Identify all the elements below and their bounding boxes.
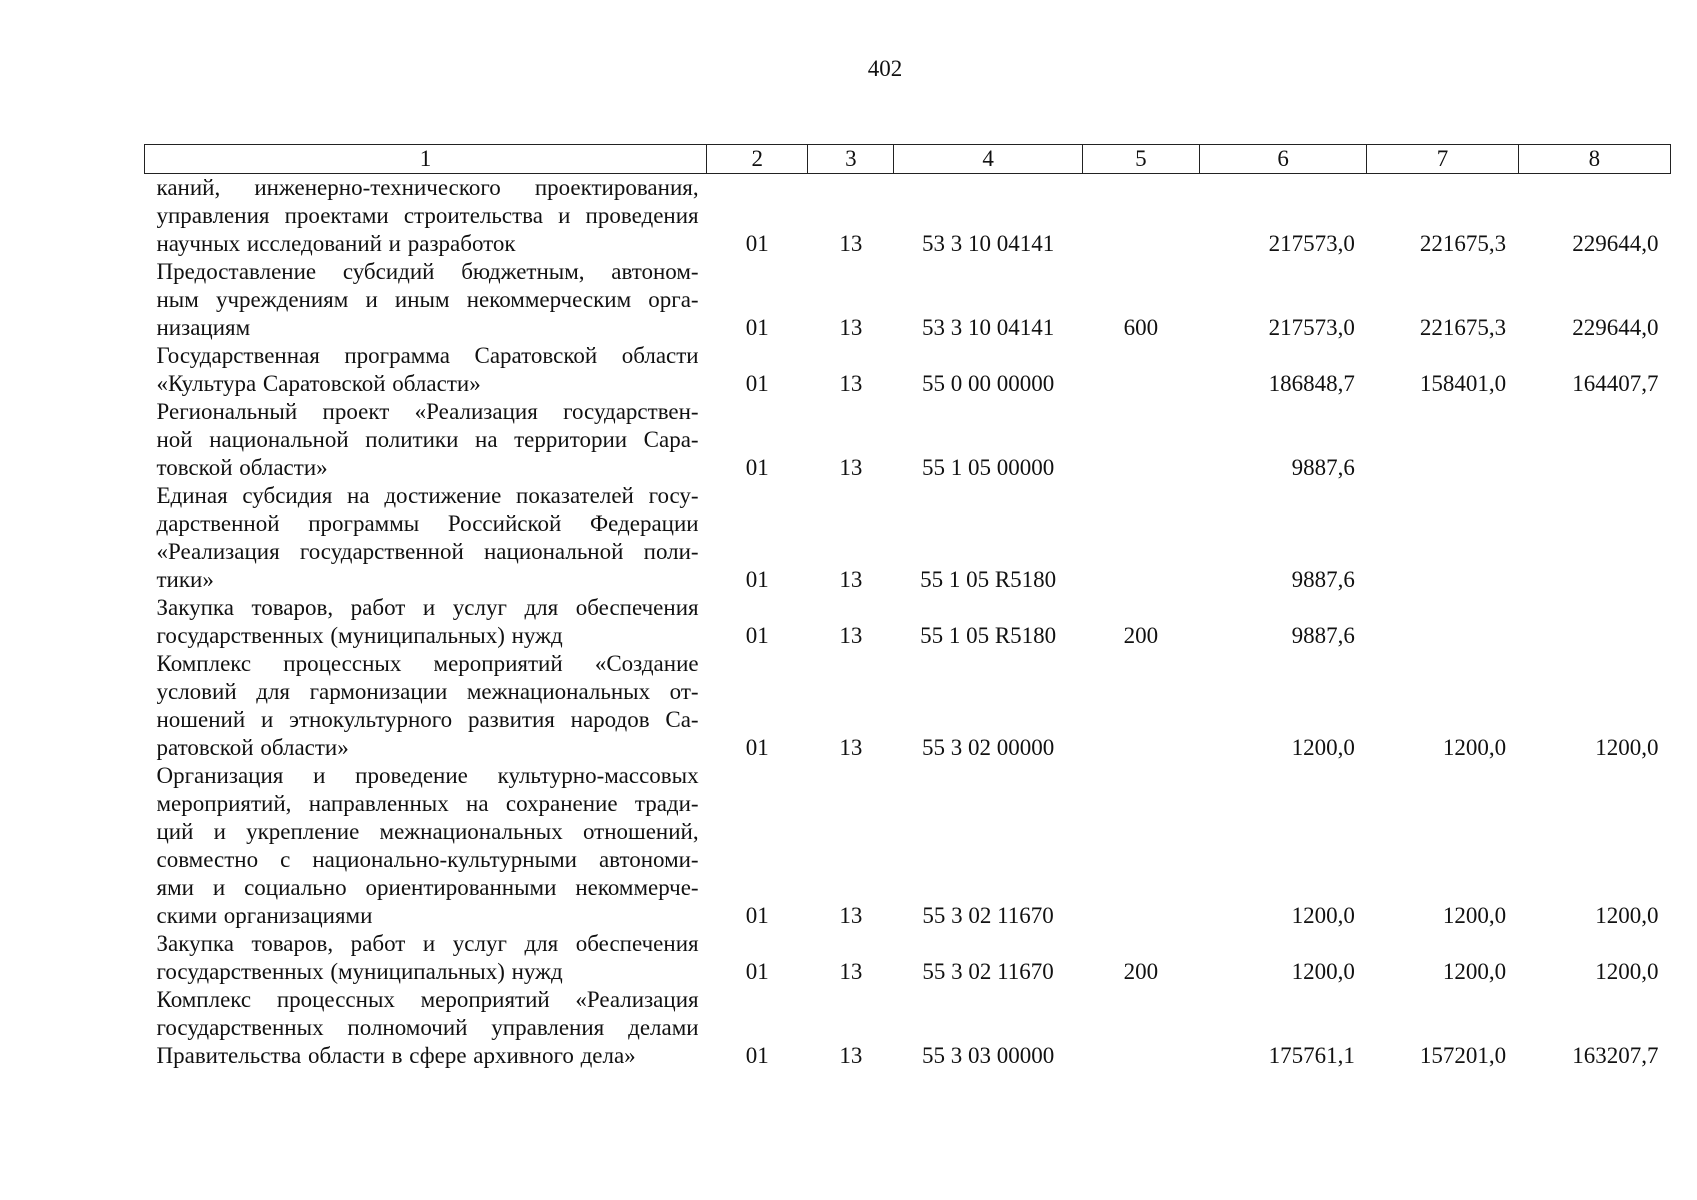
amount-year-1: 217573,0: [1268, 231, 1355, 256]
description-line: «Реализация государственной национальной поли-: [156, 539, 699, 564]
description-line: Комплекс процессных мероприятий «Реализация: [156, 987, 699, 1012]
expense-type-code: [1082, 986, 1199, 1070]
description-line: скими организациями: [156, 903, 373, 928]
amount-year-1: 1200,0: [1291, 959, 1355, 984]
subsection-code: 13: [839, 623, 863, 648]
target-article-code: 53 3 10 04141: [921, 231, 1055, 256]
table-header-row: [145, 145, 1671, 174]
amount-year-2: 221675,3: [1419, 315, 1507, 340]
section-code: 01: [745, 455, 769, 480]
section-code: 01: [745, 623, 769, 648]
description-line: тики»: [156, 567, 214, 592]
description-line: условий для гармонизации межнациональных от-: [156, 679, 699, 704]
description-line: Государственная программа Саратовской области: [156, 343, 699, 368]
table-row: [145, 594, 1671, 650]
table-row: [145, 482, 1671, 594]
target-article-code: 55 3 02 00000: [921, 735, 1055, 760]
amount-year-3: 1200,0: [1595, 959, 1659, 984]
budget-table: [144, 144, 1671, 1070]
amount-year-1: 217573,0: [1268, 315, 1355, 340]
subsection-code: 13: [839, 903, 863, 928]
amount-year-3: 1200,0: [1595, 735, 1659, 760]
header-col-1: 1: [145, 145, 707, 174]
subsection-code: 13: [839, 1043, 863, 1068]
amount-year-3: 164407,7: [1572, 371, 1659, 396]
description-line: Закупка товаров, работ и услуг для обеспечения: [156, 931, 699, 956]
table-row: [145, 398, 1671, 482]
amount-year-2: [1367, 398, 1518, 482]
page-number: 402: [867, 56, 903, 81]
description-line: каний, инженерно-технического проектирования,: [156, 175, 699, 200]
row-description: [145, 986, 707, 1070]
amount-year-2: 221675,3: [1419, 231, 1507, 256]
section-code: 01: [745, 371, 769, 396]
target-article-code: 55 0 00 00000: [921, 371, 1055, 396]
table-row: [145, 342, 1671, 398]
target-article-code: 53 3 10 04141: [921, 315, 1055, 340]
description-line: научных исследований и разработок: [156, 231, 516, 256]
header-col-8: 8: [1518, 145, 1670, 174]
expense-type-code: [1082, 342, 1199, 398]
table-row: [145, 986, 1671, 1070]
table-row: [145, 762, 1671, 930]
header-col-7: 7: [1367, 145, 1518, 174]
table-body: [145, 174, 1671, 1071]
description-line: ратовской области»: [156, 735, 349, 760]
subsection-code: 13: [839, 959, 863, 984]
table-row: [145, 650, 1671, 762]
description-line: государственных (муниципальных) нужд: [156, 623, 563, 648]
description-line: государственных полномочий управления делами: [156, 1015, 699, 1040]
description-line: ями и социально ориентированными некоммерче-: [156, 875, 699, 900]
section-code: 01: [745, 315, 769, 340]
amount-year-3: [1518, 398, 1670, 482]
expense-type-code: 200: [1123, 959, 1159, 984]
amount-year-3: 1200,0: [1595, 903, 1659, 928]
amount-year-2: 1200,0: [1442, 959, 1507, 984]
amount-year-1: 9887,6: [1291, 567, 1355, 592]
amount-year-1: 9887,6: [1291, 623, 1355, 648]
expense-type-code: [1082, 650, 1199, 762]
subsection-code: 13: [839, 315, 863, 340]
description-line: ной национальной политики на территории Сара-: [156, 427, 699, 452]
description-line: совместно с национально-культурными автономи-: [156, 847, 699, 872]
amount-year-1: 9887,6: [1291, 455, 1355, 480]
expense-type-code: [1082, 174, 1199, 259]
target-article-code: 55 3 02 11670: [922, 903, 1054, 928]
header-col-4: 4: [894, 145, 1082, 174]
description-line: Комплекс процессных мероприятий «Создание: [156, 651, 699, 676]
expense-type-code: [1082, 398, 1199, 482]
subsection-code: 13: [839, 735, 863, 760]
description-line: ношений и этнокультурного развития народов Са-: [156, 707, 699, 732]
row-description: [145, 342, 707, 398]
section-code: 01: [745, 231, 769, 256]
description-line: «Культура Саратовской области»: [156, 371, 481, 396]
section-code: 01: [745, 1043, 769, 1068]
target-article-code: 55 1 05 R5180: [920, 567, 1057, 592]
target-article-code: 55 1 05 00000: [921, 455, 1055, 480]
description-line: низациям: [156, 315, 251, 340]
description-line: Предоставление субсидий бюджетным, автоном-: [156, 259, 699, 284]
expense-type-code: [1082, 762, 1199, 930]
amount-year-3: 163207,7: [1572, 1043, 1659, 1068]
row-description: [145, 174, 707, 259]
target-article-code: 55 3 02 11670: [922, 959, 1054, 984]
description-line: Закупка товаров, работ и услуг для обеспечения: [156, 595, 699, 620]
section-code: 01: [745, 903, 769, 928]
amount-year-2: 158401,0: [1419, 371, 1507, 396]
expense-type-code: 600: [1123, 315, 1159, 340]
description-line: Организация и проведение культурно-массовых: [156, 763, 699, 788]
amount-year-3: [1518, 482, 1670, 594]
description-line: ным учреждениям и иным некоммерческим орга-: [156, 287, 699, 312]
description-line: государственных (муниципальных) нужд: [156, 959, 563, 984]
target-article-code: 55 1 05 R5180: [920, 623, 1057, 648]
section-code: 01: [745, 735, 769, 760]
amount-year-3: [1518, 594, 1670, 650]
expense-type-code: 200: [1123, 623, 1159, 648]
description-line: дарственной программы Российской Федерации: [156, 511, 699, 536]
section-code: 01: [745, 959, 769, 984]
amount-year-1: 186848,7: [1268, 371, 1355, 396]
subsection-code: 13: [839, 455, 863, 480]
section-code: 01: [745, 567, 769, 592]
amount-year-2: 1200,0: [1442, 735, 1507, 760]
description-line: ций и укрепление межнациональных отношений,: [156, 819, 699, 844]
amount-year-3: 229644,0: [1572, 315, 1659, 340]
amount-year-3: 229644,0: [1572, 231, 1659, 256]
description-line: Региональный проект «Реализация государствен-: [156, 399, 699, 424]
amount-year-2: [1367, 594, 1518, 650]
row-description: [145, 762, 707, 930]
row-description: [145, 258, 707, 342]
amount-year-1: 1200,0: [1291, 903, 1355, 928]
subsection-code: 13: [839, 371, 863, 396]
description-line: мероприятий, направленных на сохранение тради-: [156, 791, 699, 816]
header-col-5: 5: [1082, 145, 1199, 174]
header-col-6: 6: [1200, 145, 1367, 174]
amount-year-2: [1367, 482, 1518, 594]
table-row: [145, 930, 1671, 986]
row-description: [145, 650, 707, 762]
row-description: [145, 398, 707, 482]
row-description: [145, 930, 707, 986]
target-article-code: 55 3 03 00000: [921, 1043, 1055, 1068]
amount-year-1: 1200,0: [1291, 735, 1355, 760]
amount-year-2: 157201,0: [1419, 1043, 1507, 1068]
table-row: [145, 258, 1671, 342]
amount-year-1: 175761,1: [1268, 1043, 1355, 1068]
expense-type-code: [1082, 482, 1199, 594]
header-col-3: 3: [808, 145, 894, 174]
row-description: [145, 482, 707, 594]
subsection-code: 13: [839, 231, 863, 256]
row-description: [145, 594, 707, 650]
description-line: Единая субсидия на достижение показателей госу-: [156, 483, 699, 508]
header-col-2: 2: [707, 145, 808, 174]
description-line: управления проектами строительства и проведения: [156, 203, 699, 228]
subsection-code: 13: [839, 567, 863, 592]
amount-year-2: 1200,0: [1442, 903, 1507, 928]
description-line: товской области»: [156, 455, 328, 480]
table-row: [145, 174, 1671, 259]
description-line: Правительства области в сфере архивного дела»: [156, 1043, 636, 1068]
